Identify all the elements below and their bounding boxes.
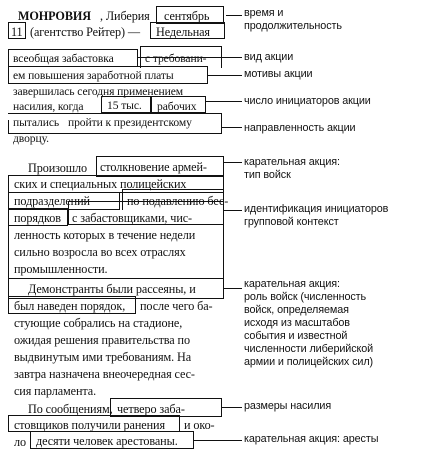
para3-line7: сия парламента.	[14, 384, 97, 398]
dateline-country: , Либерия	[100, 9, 150, 23]
para4-line1a: По сообщениям,	[28, 402, 113, 416]
para1-line4b: 15 тыс.	[107, 99, 142, 112]
connector-time	[226, 15, 242, 16]
connector-punitive	[224, 162, 242, 163]
box-direction-edge-v	[8, 120, 9, 134]
label-arrests: карательная акция: аресты	[244, 433, 379, 445]
para2-line1a: Произошло	[28, 161, 88, 175]
para2-line4a: порядков	[14, 211, 61, 225]
para1-line5a: пытались	[13, 116, 60, 129]
para2-line4b: с забастовщиками, чис-	[72, 211, 193, 225]
para2-line6: сильно возросла во всех отраслях	[14, 245, 186, 259]
label-role-6: численности либерийской	[244, 343, 374, 355]
para3-line4: ожидая решения правительства по	[14, 333, 190, 347]
para3-line5: выдвинутым ими требованиям. На	[14, 350, 192, 364]
para2-line7: промышленности.	[14, 262, 108, 276]
dateline-day: 11	[11, 25, 23, 39]
label-role-5: события и известной	[244, 330, 348, 342]
label-role-2: роль войск (численность	[244, 291, 367, 303]
label-ident-1: идентификация инициаторов	[244, 203, 389, 215]
para3-line6: завтра назначена внеочередная сес-	[14, 367, 195, 381]
label-violence: размеры насилия	[244, 400, 332, 412]
connector-arrests	[194, 440, 242, 441]
connector-motives	[208, 75, 242, 76]
para1-line4c: рабочих	[157, 100, 197, 113]
para3-line2a: был наведен порядок,	[14, 299, 126, 313]
label-ident-2: групповой контекст	[244, 216, 339, 228]
label-role-1: карательная акция:	[244, 278, 340, 290]
para4-line1b: четверо заба-	[117, 402, 185, 416]
dateline-week: Недельная	[156, 25, 210, 39]
para3-line3: стующие собрались на стадионе,	[14, 316, 183, 330]
para2-line3b: по подавлению бес-	[127, 194, 229, 208]
connector-initiators	[206, 101, 242, 102]
para2-line1b: столкновение армей-	[100, 160, 207, 174]
para3-line2b: после чего ба-	[140, 299, 213, 313]
dateline-city: МОНРОВИЯ	[18, 9, 91, 23]
label-action-type: вид акции	[244, 51, 294, 63]
para4-line2b: и око-	[184, 418, 215, 432]
para1-line5b: пройти к президентскому	[68, 116, 192, 129]
para4-line2a: стовщиков получили ранения	[14, 418, 165, 432]
para1-line1a: всеобщая забастовка	[13, 52, 114, 65]
label-punitive-1: карательная акция:	[244, 156, 340, 168]
para3-line1: Демонстранты были рассеяны, и	[28, 282, 196, 296]
label-time-1: время и	[244, 7, 284, 19]
connector-ident	[224, 210, 242, 211]
para2-line5: ленность которых в течение недели	[14, 228, 196, 242]
label-time-2: продолжительность	[244, 20, 342, 32]
connector-violence	[222, 407, 242, 408]
para2-line2: ских и специальных полицейских	[14, 177, 187, 191]
connector-action-type	[138, 57, 242, 58]
label-role-4: исходя из масштабов	[244, 317, 350, 329]
para1-line2: ем повышения заработной платы	[13, 69, 174, 82]
label-role-7: армии и полицейских сил)	[244, 356, 374, 368]
dateline-agency: (агентство Рейтер) —	[30, 25, 140, 39]
para1-line3: завершилась сегодня применением	[13, 85, 183, 98]
para2-line3a: подразделений	[14, 194, 90, 208]
para1-line1b: с требовани-	[145, 52, 207, 65]
label-role-3: войск, определяемая	[244, 304, 349, 316]
label-initiators: число инициаторов акции	[244, 95, 371, 107]
para4-line3b: десяти человек арестованы.	[36, 434, 178, 448]
connector-direction	[222, 127, 242, 128]
para1-line6: дворцу.	[13, 132, 49, 145]
para1-line4a: насилия, когда	[13, 100, 84, 113]
label-direction: направленность акции	[244, 122, 356, 134]
label-punitive-2: тип войск	[244, 169, 291, 181]
dateline-month: сентябрь	[164, 9, 210, 23]
connector-role	[224, 288, 242, 289]
label-motives: мотивы акции	[244, 68, 313, 80]
para4-line3a: ло	[14, 435, 26, 449]
